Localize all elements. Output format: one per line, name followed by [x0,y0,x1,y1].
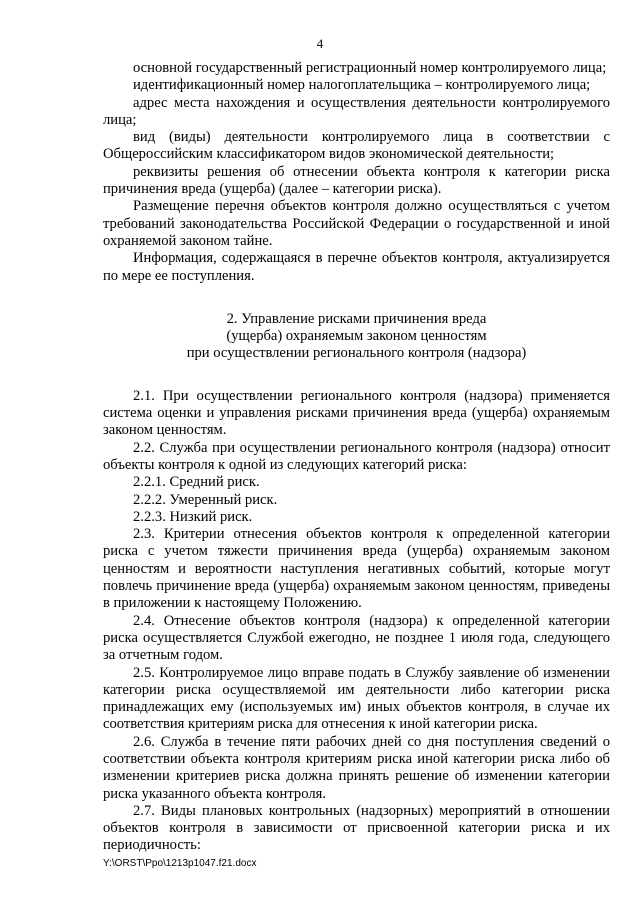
paragraph: 2.1. При осуществлении регионального контроля (надзора) применяется система оценки и управления рисками причинения вреда (ущерба) охраняемым законом ценностям. [103,387,610,439]
paragraph: основной государственный регистрационный номер контролируемого лица; [133,60,607,76]
heading-line: (ущерба) охраняемым законом ценностям [226,328,487,345]
paragraph: 2.6. Служба в течение пяти рабочих дней со дня поступления сведений о соответствии объекта контроля критериям риска иной категории риска либо об изменении критериев риска должна принять решение об изменении категории риска указанного объекта контроля. [103,733,610,802]
paragraph: 2.2. Служба при осуществлении регионального контроля (надзора) относит объекты контроля к одной из следующих категорий риска: [103,439,610,473]
paragraph: 2.3. Критерии отнесения объектов контроля к определенной категории риска с учетом тяжести причинения вреда (ущерба) охраняемым законом ценностям и вероятности наступления негативных событий, которые могут повлечь причинение вреда (ущерба) охраняемым законом ценностям, приведены в приложении к настоящему Положению. [103,526,610,612]
page-number: 4 [316,36,324,51]
heading-line: 2. Управление рисками причинения вреда [226,310,487,327]
paragraph: Информация, содержащаяся в перечне объектов контроля, актуализируется по мере ее поступления. [103,250,610,284]
heading-line: при осуществлении регионального контроля (надзора) [186,345,527,362]
paragraph: адрес места нахождения и осуществления деятельности контролируемого лица; [103,94,610,128]
paragraph: реквизиты решения об отнесении объекта контроля к категории риска причинения вреда (ущерба) (далее – категории риска). [103,163,610,198]
paragraph: 2.4. Отнесение объектов контроля (надзора) к определенной категории риска осуществляется Службой ежегодно, не позднее 1 июля года, следующего за отчетным годом. [103,612,610,664]
paragraph: идентификационный номер налогоплательщика – контролируемого лица; [133,77,591,94]
list-item: 2.2.3. Низкий риск. [133,508,253,525]
document-body [103,60,610,855]
paragraph: 2.5. Контролируемое лицо вправе подать в Службу заявление об изменении категории риска осуществляемой им деятельности либо категории риска принадлежащих ему (используемых им) иных объектов контроля, в случае их соответствия критериям риска для отнесения к иной категории риска. [103,664,610,733]
list-item: 2.2.1. Средний риск. [133,474,260,491]
paragraph: 2.7. Виды плановых контрольных (надзорных) мероприятий в отношении объектов контроля в зависимости от присвоенной категории риска и их периодичность: [103,802,610,854]
paragraph: Размещение перечня объектов контроля должно осуществляться с учетом требований законодательства Российской Федерации о государственной и иной охраняемой законом тайне. [103,198,610,249]
paragraph: вид (виды) деятельности контролируемого лица в соответствии с Общероссийским классификатором видов экономической деятельности; [103,129,610,163]
list-item: 2.2.2. Умеренный риск. [133,491,278,508]
file-path-footer: Y:\ORST\Ppo\1213p1047.f21.docx [103,858,257,869]
section-heading [103,311,610,363]
